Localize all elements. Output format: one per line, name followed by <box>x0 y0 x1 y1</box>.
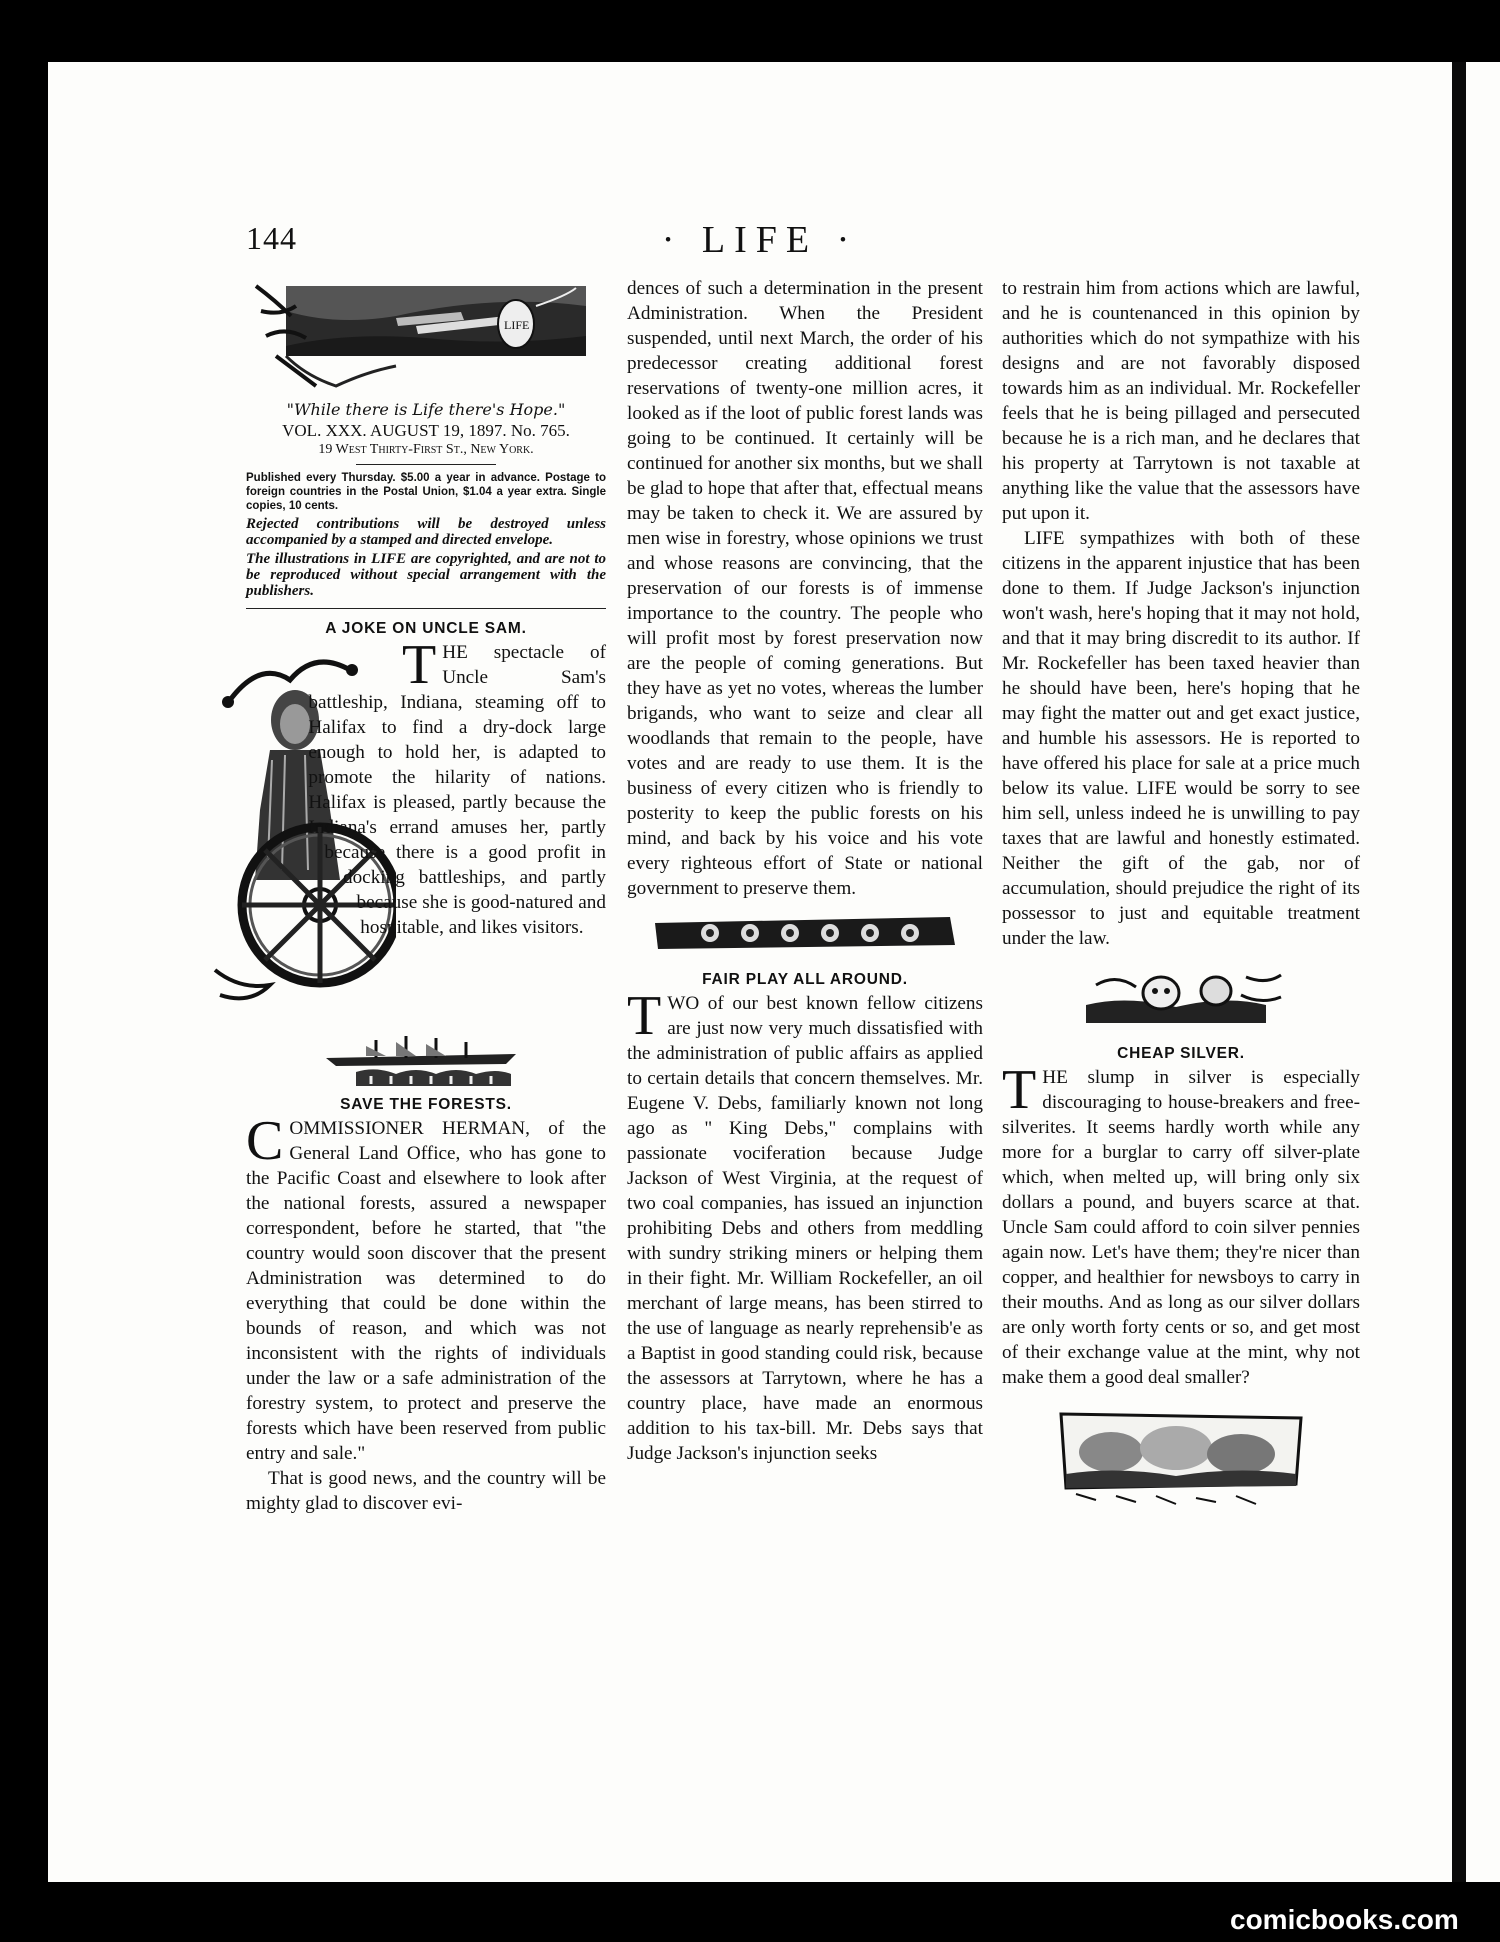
article-title-silver: CHEAP SILVER. <box>1117 1045 1245 1062</box>
article-body-fairplay-p1b: to restrain him from actions which are lawful, and he is countenanced in this opinion by authorities which do not sympathize with his designs and are not favorably disposed towards him as an individual. Mr. Rockefeller feels that he is being pillaged and persecuted because he is a rich man, and he declares that his property at Tarrytown is not taxable at anything like the value that the assessors have put upon it. <box>1002 278 1360 524</box>
article-body-forests-p2b: dences of such a determination in the present Administration. When the President suspended, until next March, the order of his predecessor creating additional forest reservations of twenty-one million acres, it looked as if the loot of public forest lands was going to be continued. It certainly will be continued for another six months, but we shall be glad to hope that after that, effectual means may be taken to check it. We are assured by men wise in forestry, whose opinions we trust and whose reasons are convincing, that the preservation of our forests is of immense importance to the country. The people who will profit most by forest preservation now are the people of coming generations. But they have as yet no votes, whereas the lumber brigands, who want to seize and clear all woodlands that remain to the people, have votes and are ready to use them. It is the business of every citizen who is friendly to posterity to keep the public forests on his mind, and back by his voice and his vote every righteous effort of State or national government to preserve them. <box>627 278 983 899</box>
article-body-joke: HE spectacle of Uncle Sam's battleship, Indiana, steaming off to Halifax to find a dry-dock large enough to hold her, is adapted to promote the hilarity of nations. Halifax is pleased, partly because the Indiana's errand amuses her, partly because there is a good profit in docking battleships, and partly because she is good-natured and hospitable, and likes visitors. <box>308 642 606 938</box>
divider <box>356 464 496 465</box>
article-body-forests-p1: OMMISSIONER HERMAN, of the General Land Office, who has gone to the Pacific Coast and elsewhere to look after the national forests, assured a newspaper correspondent, before he started, that "the country would soon discover that the present Administration was determined to do everything that could be done within the bounds of reason, and which was not inconsistent with the rights of individuals under the law or a safe administration of the forestry system, to protect and preserve the forests which have been reserved from public entry and sale." <box>246 1118 606 1464</box>
masthead-illustration <box>246 276 606 394</box>
article-body-fairplay-p2: LIFE sympathizes with both of these citizens in the apparent injustice that has been done to them. If Judge Jackson's injunction won't wash, here's hoping that it may not hold, and that it may bring discredit to its author. If Mr. Rockefeller has been taxed heavier than he should have been, here's hoping that he may fight the matter out and get exact justice, and humble his assessors. He is reported to have offered his place for sale at a price much below its value. LIFE would be sorry to see him sell, unless indeed he is unwilling to pay taxes that are lawful and honestly estimated. Neither the gift of the gab, nor of accumulation, should prejudice the right of its possessor to just and equitable treatment under the law. <box>1002 528 1360 949</box>
article-silver <box>1002 1059 1360 1390</box>
column-2 <box>627 276 983 1466</box>
svg-text:LIFE: LIFE <box>504 318 530 332</box>
page-gutter <box>1452 62 1466 1882</box>
publication-info: Published every Thursday. $5.00 a year in advance. Postage to foreign countries in the Postal Union, $1.04 a year extra. Single copies, 10 cents. <box>246 472 606 512</box>
article-forests <box>246 1110 606 1516</box>
column-3 <box>1002 276 1360 1514</box>
article-title-fairplay: FAIR PLAY ALL AROUND. <box>702 971 908 988</box>
ships-ornament-illustration <box>316 1028 536 1090</box>
masthead <box>246 276 606 609</box>
article-joke <box>246 634 606 1010</box>
divider <box>246 608 606 609</box>
office-address: 19 West Thirty-First St., New York. <box>318 442 534 457</box>
drop-cap: T <box>627 985 662 1047</box>
decorative-border-ornament <box>650 911 960 953</box>
drop-cap: T <box>402 634 437 696</box>
article-title-forests: SAVE THE FORESTS. <box>340 1096 512 1113</box>
article-body-fairplay-p1a: WO of our best known fellow citizens are just now very much dissatisfied with the administration of public affairs as applied to certain details that concern themselves. Mr. Eugene V. Debs, familiarly known not long ago as " King Debs," complains with passionate vociferation because Judge Jackson of West Virginia, at the request of two coal companies, has issued an injunction prohibiting Debs and others from meddling with sundry striking miners or helping them in their fight. Mr. William Rockefeller, an oil merchant of large means, has been stirred to the use of language as nearly reprehensib'e as a Baptist in good standing could risk, because the assessors at Tarrytown, where he has a country place, have made an enormous addition to his tax-bill. Mr. Debs says that Judge Jackson's injunction seeks <box>627 993 983 1464</box>
sheep-flock-illustration <box>1056 1404 1306 1514</box>
article-body-forests-p2a: That is good news, and the country will be mighty glad to discover evi- <box>246 1468 606 1514</box>
watermark: comicbooks.com <box>1230 1904 1459 1935</box>
skulls-ornament-illustration <box>1066 965 1296 1035</box>
column-1 <box>246 276 606 1516</box>
adjacent-page-edge <box>1466 62 1500 1882</box>
article-body-silver: HE slump in silver is especially discouraging to house-breakers and free-silverites. It seems hardly worth while any more for a burglar to carry off silver-plate which, when melted up, will bring only six dollars a pound, and buyers scarce at that. Uncle Sam could afford to coin silver pennies again now. Let's have them; they're nicer than copper, and healthier for newsboys to carry in their mouths. And as long as our silver dollars are only worth forty cents or so, and get most of their exchange value at the mint, why not make them a good deal smaller? <box>1002 1067 1360 1388</box>
volume-line: VOL. XXX. AUGUST 19, 1897. No. 765. <box>282 421 570 440</box>
page-number: 144 <box>246 220 297 256</box>
copyright-notice: The illustrations in LIFE are copyrighted, and are not to be reproduced without special arrangement with the publishers. <box>246 551 606 599</box>
rejected-contributions-notice: Rejected contributions will be destroyed unless accompanied by a stamped and directed envelope. <box>246 516 606 548</box>
masthead-motto: "While there is Life there's Hope." <box>286 400 566 419</box>
drop-cap: C <box>246 1110 284 1172</box>
magazine-title: · LIFE · <box>661 219 859 261</box>
article-title-joke: A JOKE ON UNCLE SAM. <box>325 620 527 637</box>
drop-cap: T <box>1002 1059 1037 1121</box>
article-fairplay <box>627 985 983 1466</box>
